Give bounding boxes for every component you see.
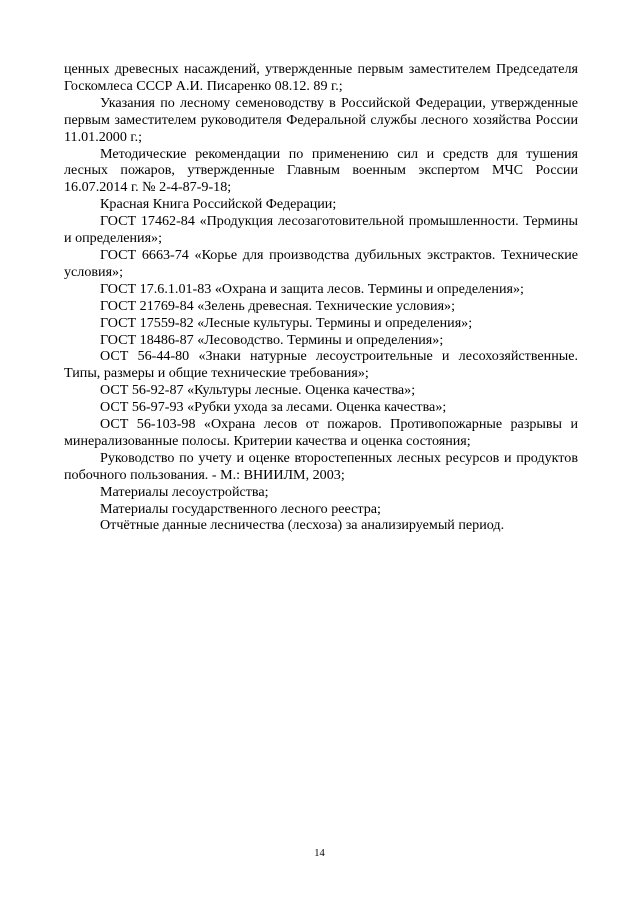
page-number: 14	[314, 848, 325, 859]
paragraph-18: Отчётные данные лесничества (лесхоза) за анализируемый период.	[100, 517, 505, 534]
paragraph-5: ГОСТ 17462-84 «Продукция лесозаготовительной промышленности. Термины и определения»;	[64, 213, 578, 247]
paragraph-17: Материалы государственного лесного реестра;	[100, 500, 381, 517]
paragraph-8: ГОСТ 21769-84 «Зелень древесная. Технические условия»;	[100, 297, 456, 314]
paragraph-16: Материалы лесоустройства;	[100, 483, 269, 500]
paragraph-4: Красная Книга Российской Федерации;	[100, 196, 337, 213]
paragraph-12: ОСТ 56-92-87 «Культуры лесные. Оценка качества»;	[100, 382, 416, 399]
paragraph-13: ОСТ 56-97-93 «Рубки ухода за лесами. Оценка качества»;	[100, 399, 447, 416]
paragraph-2: Указания по лесному семеноводству в Российской Федерации, утвержденные первым заместителем руководителя Федеральной службы лесного хозяйства России 11.01.2000 г.;	[64, 94, 578, 145]
paragraph-6: ГОСТ 6663-74 «Корье для производства дубильных экстрактов. Технические условия»;	[64, 246, 578, 280]
paragraph-9: ГОСТ 17559-82 «Лесные культуры. Термины и определения»;	[100, 314, 473, 331]
paragraph-11: ОСТ 56-44-80 «Знаки натурные лесоустроительные и лесохозяйственные. Типы, размеры и общие технические требования»;	[64, 348, 578, 382]
paragraph-1: ценных древесных насаждений, утвержденные первым заместителем Председателя Госкомлеса СССР А.И. Писаренко 08.12. 89 г.;	[64, 61, 578, 94]
paragraph-7: ГОСТ 17.6.1.01-83 «Охрана и защита лесов. Термины и определения»;	[100, 280, 524, 297]
paragraph-14: ОСТ 56-103-98 «Охрана лесов от пожаров. Противопожарные разрывы и минерализованные полосы. Критерии качества и оценка состояния;	[64, 416, 578, 449]
paragraph-3: Методические рекомендации по применению сил и средств для тушения лесных пожаров, утвержденные Главным военным экспертом МЧС России 16.07.2014 г. № 2-4-87-9-18;	[64, 145, 578, 196]
paragraph-15: Руководство по учету и оценке второстепенных лесных ресурсов и продуктов побочного пользования. - М.: ВНИИЛМ, 2003;	[64, 449, 578, 483]
paragraph-10: ГОСТ 18486-87 «Лесоводство. Термины и определения»;	[100, 331, 444, 348]
body-text	[64, 61, 578, 534]
